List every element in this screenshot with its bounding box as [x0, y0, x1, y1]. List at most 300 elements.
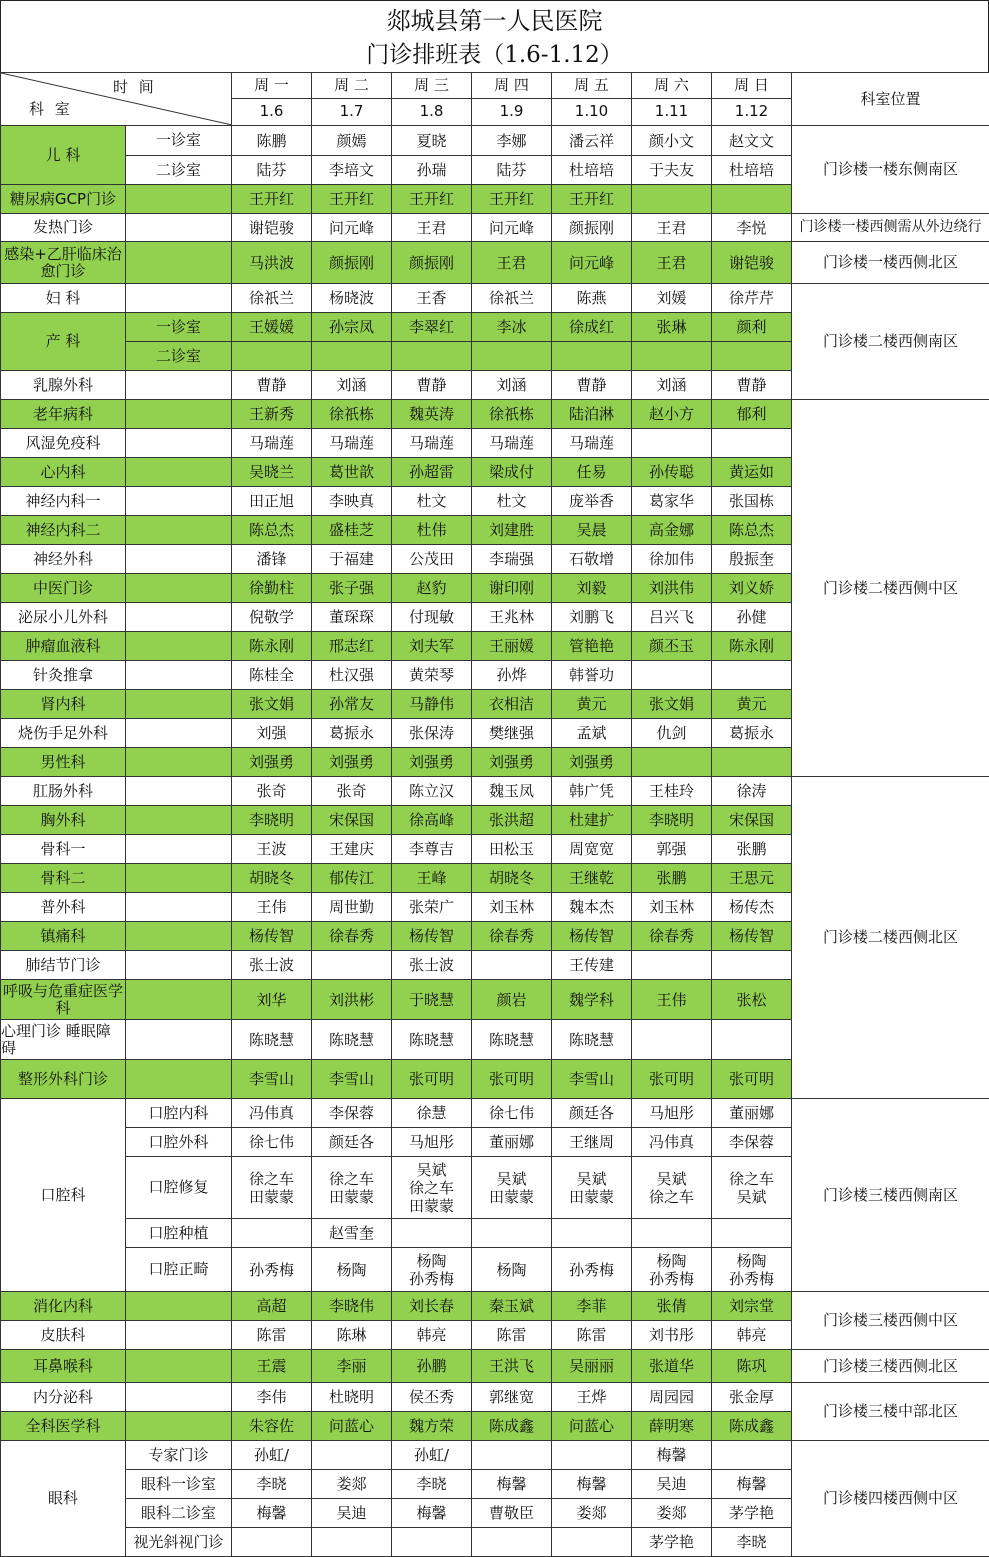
doctor-cell: 葛振永 — [712, 719, 792, 748]
dept-cell: 耳鼻喉科 — [1, 1350, 126, 1383]
doctor-cell: 王开红 — [232, 185, 312, 214]
doctor-cell: 魏方荣 — [392, 1412, 472, 1441]
doctor-cell: 徐七伟 — [232, 1128, 312, 1157]
doctor-cell: 周宽宽 — [552, 835, 632, 864]
doctor-cell: 魏英涛 — [392, 400, 472, 429]
doctor-cell: 葛家华 — [632, 487, 712, 516]
doctor-cell: 王新秀 — [232, 400, 312, 429]
doctor-cell: 周园园 — [632, 1383, 712, 1412]
doctor-cell: 陈晓慧 — [552, 1020, 632, 1060]
doctor-cell: 管艳艳 — [552, 632, 632, 661]
doctor-cell: 朱容佐 — [232, 1412, 312, 1441]
doctor-cell — [312, 951, 392, 980]
dept-cell: 普外科 — [1, 893, 126, 922]
day-header: 周 六 — [632, 73, 712, 99]
doctor-cell: 茅学艳 — [632, 1528, 712, 1557]
schedule-row — [1, 1441, 989, 1470]
doctor-cell: 吕兴飞 — [632, 603, 712, 632]
doctor-cell: 杨传智 — [232, 922, 312, 951]
doctor-cell — [632, 951, 712, 980]
doctor-cell — [552, 1441, 632, 1470]
doctor-cell: 问元峰 — [472, 214, 552, 242]
sub-room-cell — [126, 516, 232, 545]
time-label: 时 间 — [113, 79, 157, 96]
sub-room-cell — [126, 429, 232, 458]
doctor-cell: 问蓝心 — [312, 1412, 392, 1441]
doctor-cell: 张可明 — [712, 1060, 792, 1099]
doctor-cell: 刘强勇 — [472, 748, 552, 777]
dept-cell: 内分泌科 — [1, 1383, 126, 1412]
doctor-cell: 马瑞莲 — [392, 429, 472, 458]
sub-room-cell — [126, 690, 232, 719]
doctor-cell: 潘锋 — [232, 545, 312, 574]
date-header: 1.10 — [552, 98, 632, 125]
doctor-cell: 陈巩 — [712, 1350, 792, 1383]
doctor-cell: 董丽娜 — [712, 1099, 792, 1128]
dept-cell: 眼科 — [1, 1441, 126, 1557]
doctor-cell: 孙常友 — [312, 690, 392, 719]
doctor-cell: 魏本杰 — [552, 893, 632, 922]
doctor-cell: 任易 — [552, 458, 632, 487]
doctor-cell: 娄郯 — [552, 1499, 632, 1528]
sub-room-cell: 一诊室 — [126, 313, 232, 342]
doctor-cell — [472, 1441, 552, 1470]
sub-room-cell — [126, 1350, 232, 1383]
doctor-cell: 高超 — [232, 1292, 312, 1321]
dept-cell: 肿瘤血液科 — [1, 632, 126, 661]
doctor-cell: 张国栋 — [712, 487, 792, 516]
doctor-cell — [312, 342, 392, 371]
doctor-cell: 殷振奎 — [712, 545, 792, 574]
date-header: 1.6 — [232, 98, 312, 125]
doctor-cell: 王思元 — [712, 864, 792, 893]
doctor-cell: 胡晓冬 — [232, 864, 312, 893]
doctor-cell: 徐祇兰 — [232, 284, 312, 313]
schedule-row — [1, 1099, 989, 1128]
doctor-cell: 杜伟 — [392, 516, 472, 545]
doctor-cell: 刘洪彬 — [312, 980, 392, 1020]
doctor-cell — [552, 342, 632, 371]
doctor-cell — [472, 1528, 552, 1557]
dept-cell: 心理门诊 睡眠障碍 — [1, 1020, 126, 1060]
doctor-cell: 张鹏 — [632, 864, 712, 893]
doctor-cell — [632, 185, 712, 214]
doctor-cell: 问元峰 — [312, 214, 392, 242]
day-header: 周 五 — [552, 73, 632, 99]
doctor-cell: 陈永刚 — [232, 632, 312, 661]
doctor-cell: 马静伟 — [392, 690, 472, 719]
dept-cell: 乳腺外科 — [1, 371, 126, 400]
dept-cell: 烧伤手足外科 — [1, 719, 126, 748]
doctor-cell: 刘涵 — [312, 371, 392, 400]
date-header: 1.12 — [712, 98, 792, 125]
doctor-cell: 仇剑 — [632, 719, 712, 748]
doctor-cell: 郁传江 — [312, 864, 392, 893]
doctor-cell: 梅馨 — [712, 1470, 792, 1499]
doctor-cell: 陈成鑫 — [712, 1412, 792, 1441]
doctor-cell: 杜培培 — [712, 156, 792, 185]
location-cell: 门诊楼一楼西侧北区 — [792, 242, 989, 284]
dept-cell: 泌尿小儿外科 — [1, 603, 126, 632]
doctor-cell — [632, 429, 712, 458]
doctor-cell: 孟斌 — [552, 719, 632, 748]
doctor-cell: 马旭彤 — [632, 1099, 712, 1128]
sub-room-cell — [126, 719, 232, 748]
day-header: 周 四 — [472, 73, 552, 99]
doctor-cell: 庞举香 — [552, 487, 632, 516]
doctor-cell: 陈鹏 — [232, 126, 312, 156]
doctor-cell: 衣相洁 — [472, 690, 552, 719]
dept-cell: 消化内科 — [1, 1292, 126, 1321]
dept-cell: 妇 科 — [1, 284, 126, 313]
dept-cell: 骨科二 — [1, 864, 126, 893]
doctor-cell: 韩广凭 — [552, 777, 632, 806]
doctor-cell: 韩亮 — [392, 1321, 472, 1350]
location-cell: 门诊楼二楼西侧南区 — [792, 284, 989, 400]
doctor-cell — [712, 951, 792, 980]
doctor-cell: 葛振永 — [312, 719, 392, 748]
doctor-cell: 王兆林 — [472, 603, 552, 632]
doctor-cell: 王伟 — [632, 980, 712, 1020]
doctor-cell: 李冰 — [472, 313, 552, 342]
dept-cell: 神经内科二 — [1, 516, 126, 545]
doctor-cell: 王开红 — [472, 185, 552, 214]
doctor-cell: 曹静 — [712, 371, 792, 400]
doctor-cell — [392, 342, 472, 371]
doctor-cell — [232, 1528, 312, 1557]
doctor-cell: 李晓 — [712, 1528, 792, 1557]
doctor-cell: 刘长春 — [392, 1292, 472, 1321]
dept-cell: 神经内科一 — [1, 487, 126, 516]
day-header: 周 一 — [232, 73, 312, 99]
doctor-cell: 颜振刚 — [312, 242, 392, 284]
day-header: 周 日 — [712, 73, 792, 99]
doctor-cell: 王继乾 — [552, 864, 632, 893]
doctor-cell — [312, 1528, 392, 1557]
dept-cell: 产 科 — [1, 313, 126, 371]
dept-cell: 整形外科门诊 — [1, 1060, 126, 1099]
doctor-cell: 问元峰 — [552, 242, 632, 284]
doctor-cell: 刘玉林 — [632, 893, 712, 922]
doctor-cell: 杨陶 孙秀梅 — [712, 1248, 792, 1292]
doctor-cell: 王君 — [632, 214, 712, 242]
doctor-cell: 魏学科 — [552, 980, 632, 1020]
doctor-cell: 徐加伟 — [632, 545, 712, 574]
doctor-cell: 夏晓 — [392, 126, 472, 156]
location-cell: 门诊楼一楼西侧需从外边绕行 — [792, 214, 989, 242]
doctor-cell: 张可明 — [472, 1060, 552, 1099]
schedule-subtitle: 门诊排班表（1.6-1.12） — [1, 39, 988, 71]
doctor-cell: 徐春秀 — [472, 922, 552, 951]
doctor-cell: 娄郯 — [312, 1470, 392, 1499]
doctor-cell — [632, 661, 712, 690]
doctor-cell: 王开红 — [552, 185, 632, 214]
schedule-row — [1, 400, 989, 429]
doctor-cell: 张保涛 — [392, 719, 472, 748]
doctor-cell: 王传建 — [552, 951, 632, 980]
doctor-cell: 郭继宽 — [472, 1383, 552, 1412]
doctor-cell: 刘义娇 — [712, 574, 792, 603]
sub-room-cell — [126, 864, 232, 893]
doctor-cell: 杜文 — [472, 487, 552, 516]
doctor-cell: 吴斌 徐之车 田蒙蒙 — [392, 1157, 472, 1219]
doctor-cell: 陆芬 — [472, 156, 552, 185]
doctor-cell — [712, 429, 792, 458]
schedule-row — [1, 1292, 989, 1321]
doctor-cell: 李保蓉 — [312, 1099, 392, 1128]
doctor-cell: 娄郯 — [632, 1499, 712, 1528]
doctor-cell: 张鹏 — [712, 835, 792, 864]
doctor-cell: 张奇 — [232, 777, 312, 806]
doctor-cell: 吴斌 田蒙蒙 — [552, 1157, 632, 1219]
sub-room-cell — [126, 893, 232, 922]
sub-room-cell — [126, 777, 232, 806]
doctor-cell: 张道华 — [632, 1350, 712, 1383]
doctor-cell: 谢印刚 — [472, 574, 552, 603]
doctor-cell: 徐涛 — [712, 777, 792, 806]
doctor-cell: 李晓 — [232, 1470, 312, 1499]
location-cell: 门诊楼一楼东侧南区 — [792, 126, 989, 214]
doctor-cell: 孙虹/ — [232, 1441, 312, 1470]
doctor-cell: 吴丽丽 — [552, 1350, 632, 1383]
doctor-cell: 杨传智 — [712, 922, 792, 951]
doctor-cell: 孙虹/ — [392, 1441, 472, 1470]
dept-cell: 肛肠外科 — [1, 777, 126, 806]
location-cell: 门诊楼三楼西侧北区 — [792, 1350, 989, 1383]
doctor-cell: 陈成鑫 — [472, 1412, 552, 1441]
dept-cell: 全科医学科 — [1, 1412, 126, 1441]
doctor-cell: 王建庆 — [312, 835, 392, 864]
doctor-cell: 杨传智 — [552, 922, 632, 951]
doctor-cell — [632, 1020, 712, 1060]
dept-cell: 发热门诊 — [1, 214, 126, 242]
doctor-cell: 徐勤柱 — [232, 574, 312, 603]
doctor-cell: 张子强 — [312, 574, 392, 603]
sub-room-cell — [126, 980, 232, 1020]
doctor-cell — [552, 1219, 632, 1248]
doctor-cell — [712, 661, 792, 690]
doctor-cell: 孙秀梅 — [552, 1248, 632, 1292]
doctor-cell — [712, 1441, 792, 1470]
doctor-cell: 李晓 — [392, 1470, 472, 1499]
doctor-cell — [712, 748, 792, 777]
sub-room-cell — [126, 242, 232, 284]
doctor-cell: 魏玉凤 — [472, 777, 552, 806]
doctor-cell: 陈总杰 — [232, 516, 312, 545]
doctor-cell: 梅馨 — [392, 1499, 472, 1528]
sub-room-cell — [126, 1412, 232, 1441]
doctor-cell — [712, 1020, 792, 1060]
doctor-cell: 黄元 — [712, 690, 792, 719]
sub-room-cell: 口腔正畸 — [126, 1248, 232, 1292]
doctor-cell: 陆泊淋 — [552, 400, 632, 429]
doctor-cell: 李尊吉 — [392, 835, 472, 864]
doctor-cell: 郁利 — [712, 400, 792, 429]
doctor-cell: 高金娜 — [632, 516, 712, 545]
date-header: 1.7 — [312, 98, 392, 125]
sub-room-cell — [126, 806, 232, 835]
doctor-cell: 盛桂芝 — [312, 516, 392, 545]
sub-room-cell — [126, 1060, 232, 1099]
doctor-cell: 杨陶 孙秀梅 — [632, 1248, 712, 1292]
doctor-cell: 徐高峰 — [392, 806, 472, 835]
doctor-cell: 张可明 — [632, 1060, 712, 1099]
doctor-cell: 孙超雷 — [392, 458, 472, 487]
doctor-cell: 徐祇栋 — [472, 400, 552, 429]
date-header: 1.9 — [472, 98, 552, 125]
dept-cell: 呼吸与危重症医学科 — [1, 980, 126, 1020]
doctor-cell: 杜晓明 — [312, 1383, 392, 1412]
doctor-cell: 吴迪 — [312, 1499, 392, 1528]
doctor-cell: 谢铠骏 — [712, 242, 792, 284]
location-cell: 门诊楼三楼西侧南区 — [792, 1099, 989, 1292]
doctor-cell: 颜廷各 — [312, 1128, 392, 1157]
sub-room-cell: 专家门诊 — [126, 1441, 232, 1470]
doctor-cell: 李晓伟 — [312, 1292, 392, 1321]
dept-cell: 糖尿病GCP门诊 — [1, 185, 126, 214]
location-cell: 门诊楼二楼西侧北区 — [792, 777, 989, 1099]
doctor-cell: 张金厚 — [712, 1383, 792, 1412]
doctor-cell — [632, 1219, 712, 1248]
dept-cell: 镇痛科 — [1, 922, 126, 951]
doctor-cell: 李翠红 — [392, 313, 472, 342]
dept-cell: 风湿免疫科 — [1, 429, 126, 458]
schedule-row — [1, 1350, 989, 1383]
doctor-cell: 王洪飞 — [472, 1350, 552, 1383]
doctor-cell: 王伟 — [232, 893, 312, 922]
doctor-cell: 杨晓波 — [312, 284, 392, 313]
doctor-cell: 刘强 — [232, 719, 312, 748]
doctor-cell: 颜岩 — [472, 980, 552, 1020]
doctor-cell: 徐之车 田蒙蒙 — [232, 1157, 312, 1219]
doctor-cell: 王媛媛 — [232, 313, 312, 342]
doctor-cell: 倪敬学 — [232, 603, 312, 632]
doctor-cell: 王震 — [232, 1350, 312, 1383]
doctor-cell: 黄荣琴 — [392, 661, 472, 690]
doctor-cell: 于福建 — [312, 545, 392, 574]
doctor-cell: 田松玉 — [472, 835, 552, 864]
doctor-cell — [232, 342, 312, 371]
doctor-cell: 陈晓慧 — [312, 1020, 392, 1060]
doctor-cell: 张文娟 — [232, 690, 312, 719]
doctor-cell: 徐之车 田蒙蒙 — [312, 1157, 392, 1219]
doctor-cell: 张奇 — [312, 777, 392, 806]
doctor-cell: 于夫友 — [632, 156, 712, 185]
dept-cell: 心内科 — [1, 458, 126, 487]
dept-cell: 老年病科 — [1, 400, 126, 429]
doctor-cell: 梅馨 — [472, 1470, 552, 1499]
schedule-row — [1, 284, 989, 313]
doctor-cell: 宋保国 — [712, 806, 792, 835]
doctor-cell: 李映真 — [312, 487, 392, 516]
sub-room-cell: 视光斜视门诊 — [126, 1528, 232, 1557]
doctor-cell: 陈立汉 — [392, 777, 472, 806]
doctor-cell: 颜廷各 — [552, 1099, 632, 1128]
sub-room-cell: 口腔内科 — [126, 1099, 232, 1128]
sub-room-cell — [126, 661, 232, 690]
sub-room-cell — [126, 400, 232, 429]
doctor-cell: 李菲 — [552, 1292, 632, 1321]
doctor-cell: 孙秀梅 — [232, 1248, 312, 1292]
sub-room-cell — [126, 214, 232, 242]
doctor-cell: 于晓慧 — [392, 980, 472, 1020]
schedule-row — [1, 126, 989, 156]
corner-header — [1, 73, 232, 126]
doctor-cell: 李伟 — [232, 1383, 312, 1412]
doctor-cell: 吴斌 田蒙蒙 — [472, 1157, 552, 1219]
doctor-cell: 徐祇兰 — [472, 284, 552, 313]
doctor-cell: 陈琳 — [312, 1321, 392, 1350]
doctor-cell: 樊继强 — [472, 719, 552, 748]
doctor-cell: 张可明 — [392, 1060, 472, 1099]
doctor-cell: 曹敬臣 — [472, 1499, 552, 1528]
hospital-name: 郯城县第一人民医院 — [1, 1, 988, 39]
doctor-cell: 吴迪 — [632, 1470, 712, 1499]
doctor-cell: 梅馨 — [632, 1441, 712, 1470]
schedule-table — [0, 72, 989, 1557]
doctor-cell — [632, 342, 712, 371]
doctor-cell: 茅学艳 — [712, 1499, 792, 1528]
location-cell: 门诊楼三楼中部北区 — [792, 1383, 989, 1441]
doctor-cell: 杜培培 — [552, 156, 632, 185]
sub-room-cell: 二诊室 — [126, 342, 232, 371]
doctor-cell: 颜丕玉 — [632, 632, 712, 661]
doctor-cell: 李晓明 — [632, 806, 712, 835]
doctor-cell: 马瑞莲 — [472, 429, 552, 458]
doctor-cell: 董琛琛 — [312, 603, 392, 632]
doctor-cell: 颜振刚 — [392, 242, 472, 284]
sub-room-cell — [126, 458, 232, 487]
doctor-cell: 颜利 — [712, 313, 792, 342]
doctor-cell: 公茂田 — [392, 545, 472, 574]
doctor-cell: 刘强勇 — [232, 748, 312, 777]
schedule-row — [1, 242, 989, 284]
doctor-cell: 孙鹏 — [392, 1350, 472, 1383]
doctor-cell: 李雪山 — [552, 1060, 632, 1099]
doctor-cell: 刘媛 — [632, 284, 712, 313]
doctor-cell: 王波 — [232, 835, 312, 864]
schedule-row — [1, 1383, 989, 1412]
doctor-cell — [312, 1441, 392, 1470]
doctor-cell: 李瑞强 — [472, 545, 552, 574]
doctor-cell: 宋保国 — [312, 806, 392, 835]
doctor-cell: 李雪山 — [312, 1060, 392, 1099]
dept-label: 科 室 — [29, 101, 73, 118]
doctor-cell: 颜小文 — [632, 126, 712, 156]
doctor-cell — [552, 1528, 632, 1557]
doctor-cell — [472, 342, 552, 371]
sub-room-cell: 一诊室 — [126, 126, 232, 156]
doctor-cell: 李丽 — [312, 1350, 392, 1383]
doctor-cell: 杨传杰 — [712, 893, 792, 922]
sub-room-cell — [126, 1020, 232, 1060]
location-cell: 门诊楼二楼西侧中区 — [792, 400, 989, 777]
doctor-cell: 马洪波 — [232, 242, 312, 284]
doctor-cell: 刘华 — [232, 980, 312, 1020]
dept-cell: 骨科一 — [1, 835, 126, 864]
doctor-cell: 杜汉强 — [312, 661, 392, 690]
doctor-cell: 徐成红 — [552, 313, 632, 342]
doctor-cell: 吴晨 — [552, 516, 632, 545]
sub-room-cell: 眼科一诊室 — [126, 1470, 232, 1499]
doctor-cell: 张士波 — [232, 951, 312, 980]
doctor-cell: 徐祇栋 — [312, 400, 392, 429]
doctor-cell: 梅馨 — [232, 1499, 312, 1528]
sub-room-cell — [126, 284, 232, 313]
doctor-cell — [632, 748, 712, 777]
doctor-cell: 颜嫣 — [312, 126, 392, 156]
doctor-cell: 王桂玲 — [632, 777, 712, 806]
